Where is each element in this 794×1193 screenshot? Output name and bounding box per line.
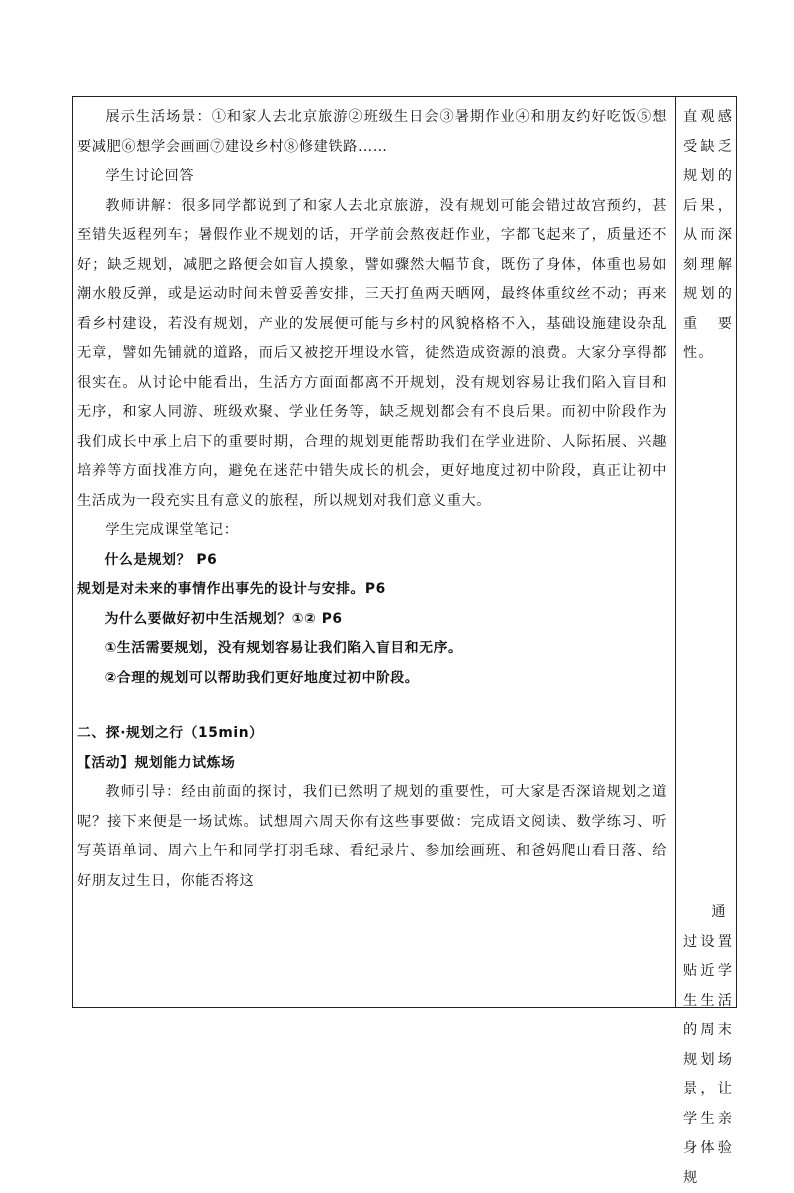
side-column-bottom xyxy=(683,898,733,1193)
column-divider xyxy=(675,97,676,1007)
lesson-table xyxy=(72,96,737,1186)
note-answer-1: 规划是对未来的事情作出事先的设计与安排。P6 xyxy=(77,581,386,597)
class-notes-label: 学生完成课堂笔记： xyxy=(105,522,239,538)
teacher-guidance: 教师引导：经由前面的探讨，我们已然明了规划的重要性，可大家是否深谙规划之道呢？接下来便是一场试炼。试想周六周天你有这些事要做：完成语文阅读、数学练习、听写英语单词、周六上午和同学打羽毛球、看纪录片、参加绘画班、和爸妈爬山看日落、给好朋友过生日，你能否将这 xyxy=(77,784,667,889)
student-discussion: 学生讨论回答 xyxy=(105,168,195,184)
scene-paragraph: 展示生活场景：①和家人去北京旅游②班级生日会③暑期作业④和朋友约好吃饭⑤想要减肥⑥想学会画画⑦建设乡村⑧修建铁路…… xyxy=(77,109,667,155)
design-note-1: 直观感受缺乏规划的后果，从而深刻理解规划的重要性。 xyxy=(683,109,733,361)
main-column xyxy=(77,103,667,896)
note-answer-2b: ②合理的规划可以帮助我们更好地度过初中阶段。 xyxy=(104,669,420,686)
section-heading: 二、探·规划之行（15min） xyxy=(77,725,264,741)
teacher-explanation: 教师讲解：很多同学都说到了和家人去北京旅游，没有规划可能会错过故宫预约，甚至错失返程列车；暑假作业不规划的话，开学前会熬夜赶作业，字都飞起来了，质量还不好；缺乏规划，减肥之路便会如盲人摸象，譬如骤然大幅节食，既伤了身体，体重也易如潮水般反弹，或是运动时间未曾妥善安排，三天打鱼两天晒网，最终体重纹丝不动；再来看乡村建设，若没有规划，产业的发展便可能与乡村的风貌格格不入，基础设施建设杂乱无章，譬如先铺就的道路，而后又被挖开埋设水管，徒然造成资源的浪费。大家分享得都很实在。从讨论中能看出，生活方方面面都离不开规划，没有规划容易让我们陷入盲目和无序，和家人同游、班级欢聚、学业任务等，缺乏规划都会有不良后果。而初中阶段作为我们成长中承上启下的重要时期，合理的规划更能帮助我们在学业进阶、人际拓展、兴趣培养等方面找准方向，避免在迷茫中错失成长的机会，更好地度过初中阶段，真正让初中生活成为一段充实且有意义的旅程，所以规划对我们意义重大。 xyxy=(77,197,667,509)
activity-title: 【活动】规划能力试炼场 xyxy=(77,754,236,771)
note-answer-2a: ①生活需要规划，没有规划容易让我们陷入盲目和无序。 xyxy=(104,640,463,656)
note-question-1: 什么是规划？ P6 xyxy=(104,551,218,568)
design-note-2: 通过设置贴近学生生活的周末规划场景，让学生亲身体验规 xyxy=(683,904,733,1186)
note-question-2: 为什么要做好初中生活规划？①② P6 xyxy=(104,610,343,627)
side-column-top xyxy=(683,103,733,369)
